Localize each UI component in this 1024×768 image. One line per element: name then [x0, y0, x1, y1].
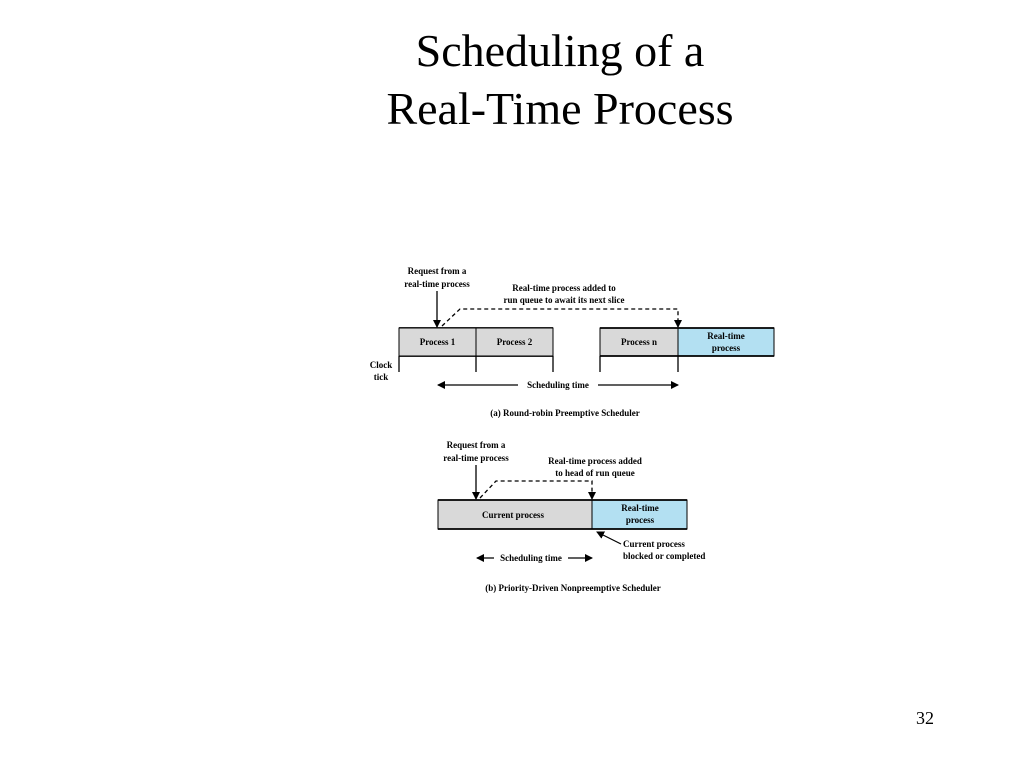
- request-label-a-line-1: Request from a: [407, 266, 467, 276]
- slide-title-line-2: Real-Time Process: [386, 83, 734, 134]
- request-label-a-line-2: real-time process: [404, 279, 470, 289]
- box-current-process-label: Current process: [482, 510, 544, 520]
- box-realtime-b-label-line-1: Real-time: [621, 503, 659, 513]
- blocked-arrow: [597, 532, 621, 544]
- box-process-2-label: Process 2: [496, 337, 533, 347]
- added-label-a-line-2: run queue to await its next slice: [503, 295, 625, 305]
- dashed-path-a: [442, 309, 678, 327]
- box-realtime-a-label-line-1: Real-time: [707, 331, 745, 341]
- blocked-label-line-1: Current process: [623, 539, 685, 549]
- page-number: 32: [916, 708, 934, 728]
- added-label-a-line-1: Real-time process added to: [512, 283, 616, 293]
- added-label-b-line-1: Real-time process added: [548, 456, 642, 466]
- blocked-label-line-2: blocked or completed: [623, 551, 706, 561]
- box-realtime-b-label-line-2: process: [625, 515, 655, 525]
- clock-tick-label-line-1: Clock: [369, 360, 393, 370]
- scheduling-time-label-b: Scheduling time: [500, 553, 562, 563]
- box-process-1-label: Process 1: [419, 337, 456, 347]
- request-label-b-line-2: real-time process: [443, 453, 509, 463]
- caption-a: (a) Round-robin Preemptive Scheduler: [490, 408, 640, 418]
- dashed-path-b: [480, 481, 592, 499]
- clock-tick-label-line-2: tick: [373, 372, 389, 382]
- added-label-b-line-2: to head of run queue: [555, 468, 635, 478]
- slide-title-line-1: Scheduling of a: [415, 25, 705, 76]
- box-realtime-a-label-line-2: process: [711, 343, 741, 353]
- priority-driven-diagram: [438, 440, 705, 593]
- caption-b: (b) Priority-Driven Nonpreemptive Scheduler: [485, 583, 661, 593]
- scheduling-time-label-a: Scheduling time: [527, 380, 589, 390]
- box-process-n-label: Process n: [620, 337, 658, 347]
- round-robin-diagram: [370, 266, 774, 418]
- request-label-b-line-1: Request from a: [446, 440, 506, 450]
